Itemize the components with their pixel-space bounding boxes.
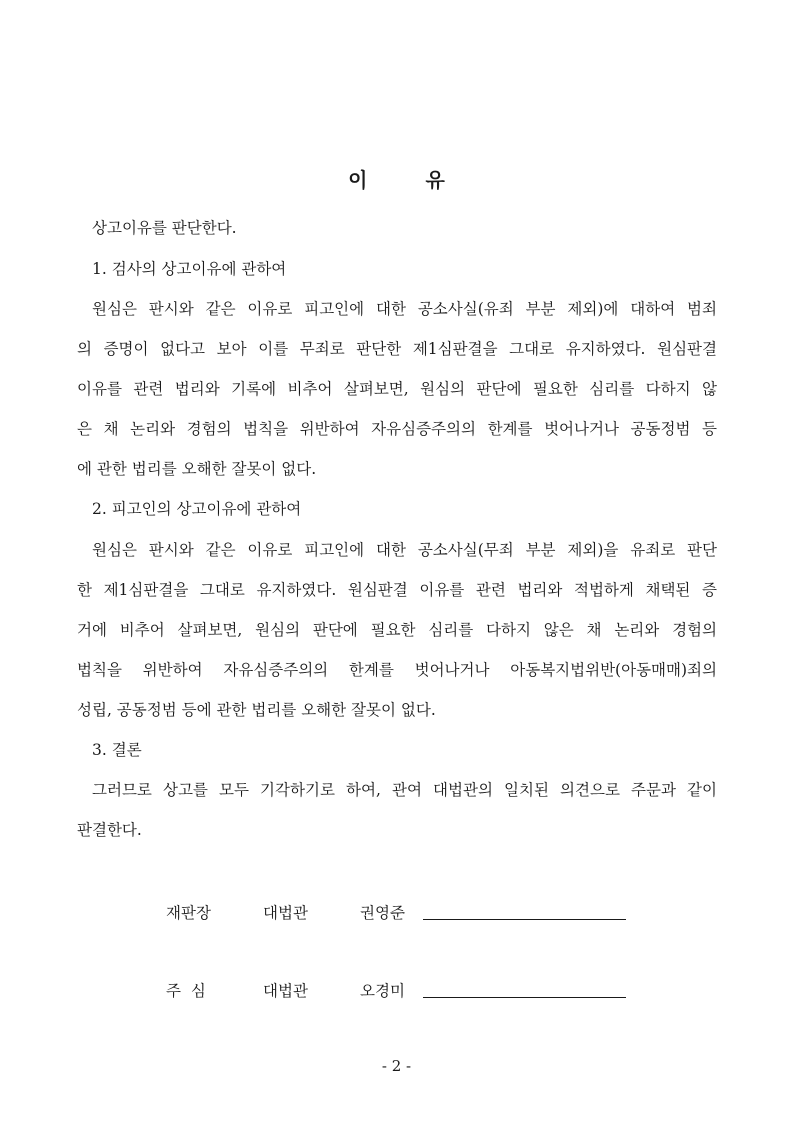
section2-line: 원심은 판시와 같은 이유로 피고인에 대한 공소사실(무죄 부분 제외)을 유죄로 판단 — [92, 541, 717, 559]
section2-line: 법칙을 위반하여 자유심증주의의 한계를 벗어나거나 아동복지법위반(아동매매)죄의 — [77, 661, 717, 679]
section2-line: 성립, 공동정범 등에 관한 법리를 오해한 잘못이 없다. — [77, 701, 436, 719]
signature-role: 주 심 — [166, 982, 206, 1000]
signature-name: 오경미 — [360, 982, 405, 1000]
section1-heading: 1. 검사의 상고이유에 관하여 — [92, 260, 287, 278]
signature-row-reporting — [0, 979, 793, 1003]
intro-text: 상고이유를 판단한다. — [92, 219, 237, 237]
title-char-2: 유 — [425, 168, 445, 192]
signature-title: 대법관 — [263, 982, 308, 1000]
section3-line: 그러므로 상고를 모두 기각하기로 하여, 관여 대법관의 일치된 의견으로 주문과 같이 — [92, 781, 717, 799]
page-number: - 2 - — [381, 1057, 412, 1075]
section1-line: 원심은 판시와 같은 이유로 피고인에 대한 공소사실(유죄 부분 제외)에 대하여 범죄 — [92, 300, 717, 318]
section1-line: 은 채 논리와 경험의 법칙을 위반하여 자유심증주의의 한계를 벗어나거나 공동정범 등 — [77, 420, 717, 438]
signature-role: 재판장 — [166, 904, 211, 922]
signature-line — [423, 997, 626, 998]
signature-row-presiding — [0, 901, 793, 925]
section1-line: 에 관한 법리를 오해한 잘못이 없다. — [77, 460, 317, 478]
signature-title: 대법관 — [263, 904, 308, 922]
signature-name: 권영준 — [360, 904, 405, 922]
section3-line: 판결한다. — [77, 821, 142, 839]
title-char-1: 이 — [348, 168, 368, 192]
page-title — [0, 164, 793, 193]
section2-heading: 2. 피고인의 상고이유에 관하여 — [92, 500, 302, 518]
section2-line: 한 제1심판결을 그대로 유지하였다. 원심판결 이유를 관련 법리와 적법하게 채택된 증 — [77, 581, 717, 599]
section3-heading: 3. 결론 — [92, 741, 142, 759]
signature-line — [423, 919, 626, 920]
section1-line: 이유를 관련 법리와 기록에 비추어 살펴보면, 원심의 판단에 필요한 심리를 다하지 않 — [77, 380, 717, 398]
section2-line: 거에 비추어 살펴보면, 원심의 판단에 필요한 심리를 다하지 않은 채 논리와 경험의 — [77, 621, 717, 639]
section1-line: 의 증명이 없다고 보아 이를 무죄로 판단한 제1심판결을 그대로 유지하였다. 원심판결 — [77, 340, 717, 358]
